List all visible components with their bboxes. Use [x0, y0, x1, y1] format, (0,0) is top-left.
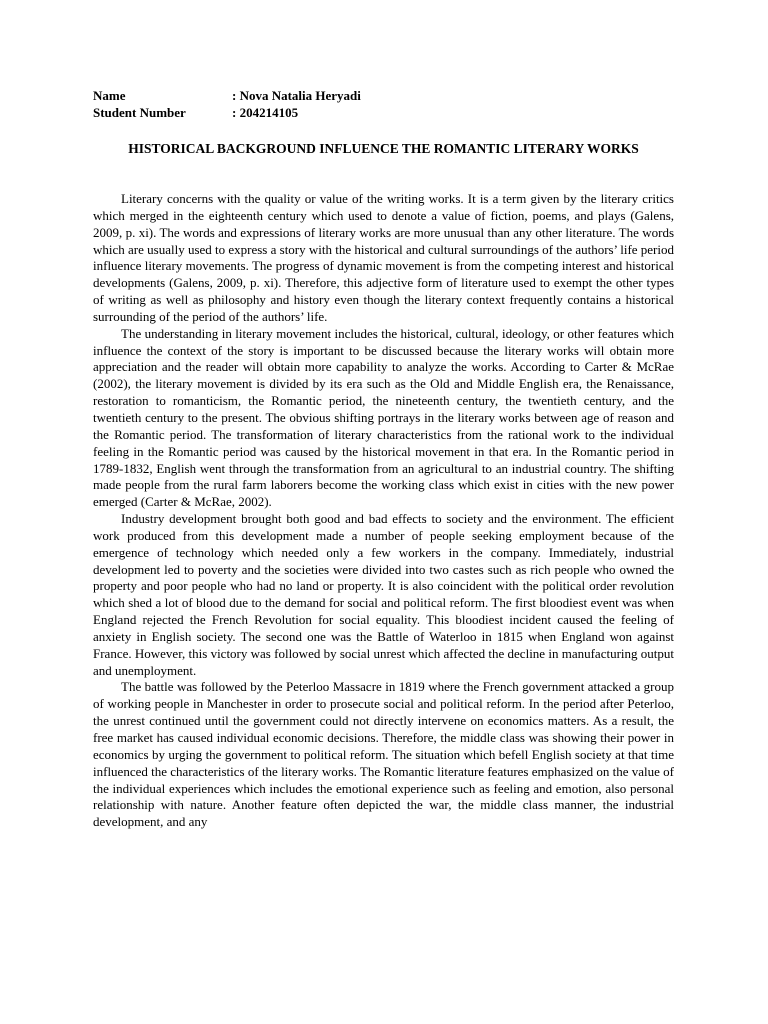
- document-body: [93, 191, 674, 831]
- paragraph: The battle was followed by the Peterloo Massacre in 1819 where the French government attacked a group of working people in Manchester in order to prosecute social and political reform. In the period after Peterloo, the unrest continued until the government could not directly intervene on economics matters. As a result, the free market has caused individual economic decisions. Therefore, the middle class was showing their power in economics by urging the government to political reform. The situation which befell English society at that time influenced the characteristics of the literary works. The Romantic literature features emphasized on the value of the individual experiences which includes the emotional experience such as feeling and emotion, also personal relationship with nature. Another feature often depicted the war, the middle class manner, the industrial development, and any: [93, 679, 674, 830]
- student-number-row: [93, 104, 674, 121]
- document-page: [93, 87, 674, 831]
- document-title: HISTORICAL BACKGROUND INFLUENCE THE ROMANTIC LITERARY WORKS: [128, 141, 639, 156]
- name-row: [93, 87, 674, 104]
- student-number-label: Student Number: [93, 105, 186, 120]
- paragraph: Industry development brought both good and bad effects to society and the environment. The efficient work produced from this development made a number of people seeking employment because of the emergence of technology which needed only a few workers in the company. Immediately, industrial development led to poverty and the societies were divided into two castes such as rich people who owned the property and poor people who had no land or property. It is also coincident with the political order revolution which shed a lot of blood due to the demand for social and political reform. The first bloodiest event was when England rejected the French Revolution for social equality. This bloodiest incident caused the feeling of anxiety in English society. The second one was the Battle of Waterloo in 1815 when England won against France. However, this victory was followed by social unrest which affected the decline in manufacturing output and unemployment.: [93, 511, 674, 678]
- name-value: : Nova Natalia Heryadi: [232, 88, 361, 103]
- student-number-value: : 204214105: [232, 105, 299, 120]
- paragraph: Literary concerns with the quality or value of the writing works. It is a term given by the literary critics which merged in the eighteenth century which used to denote a value of fiction, poems, and plays (Galens, 2009, p. xi). The words and expressions of literary works are more unusual than any other literature. The words which are usually used to express a story with the historical and cultural surroundings of the authors’ life period influence literary movements. The progress of dynamic movement is from the competing interest and historical developments (Galens, 2009, p. xi). Therefore, this adjective form of literature used to exempt the other types of writing as well as philosophy and history even though the literary context frequently contains a historical surrounding of the period of the authors’ life.: [93, 191, 675, 324]
- paragraph: The understanding in literary movement includes the historical, cultural, ideology, or other features which influence the context of the story is important to be discussed because the literary works will obtain more appreciation and the reader will obtain more capability to analyze the works. According to Carter & McRae (2002), the literary movement is divided by its era such as the Old and Middle English era, the Renaissance, restoration to romanticism, the Romantic period, the nineteenth century, the twentieth century, and the twentieth century to the present. The obvious shifting portrays in the literary works between age of reason and the Romantic period. The transformation of literary characteristics from the rational work to the individual feeling in the Romantic period was caused by the historical movement in that era. In the Romantic period in 1789-1832, English went through the transformation from an agricultural to an industrial country. The shifting made people from the rural farm laborers become the working class which exist in cities with the new power emerged (Carter & McRae, 2002).: [93, 325, 674, 510]
- name-label: Name: [93, 88, 126, 103]
